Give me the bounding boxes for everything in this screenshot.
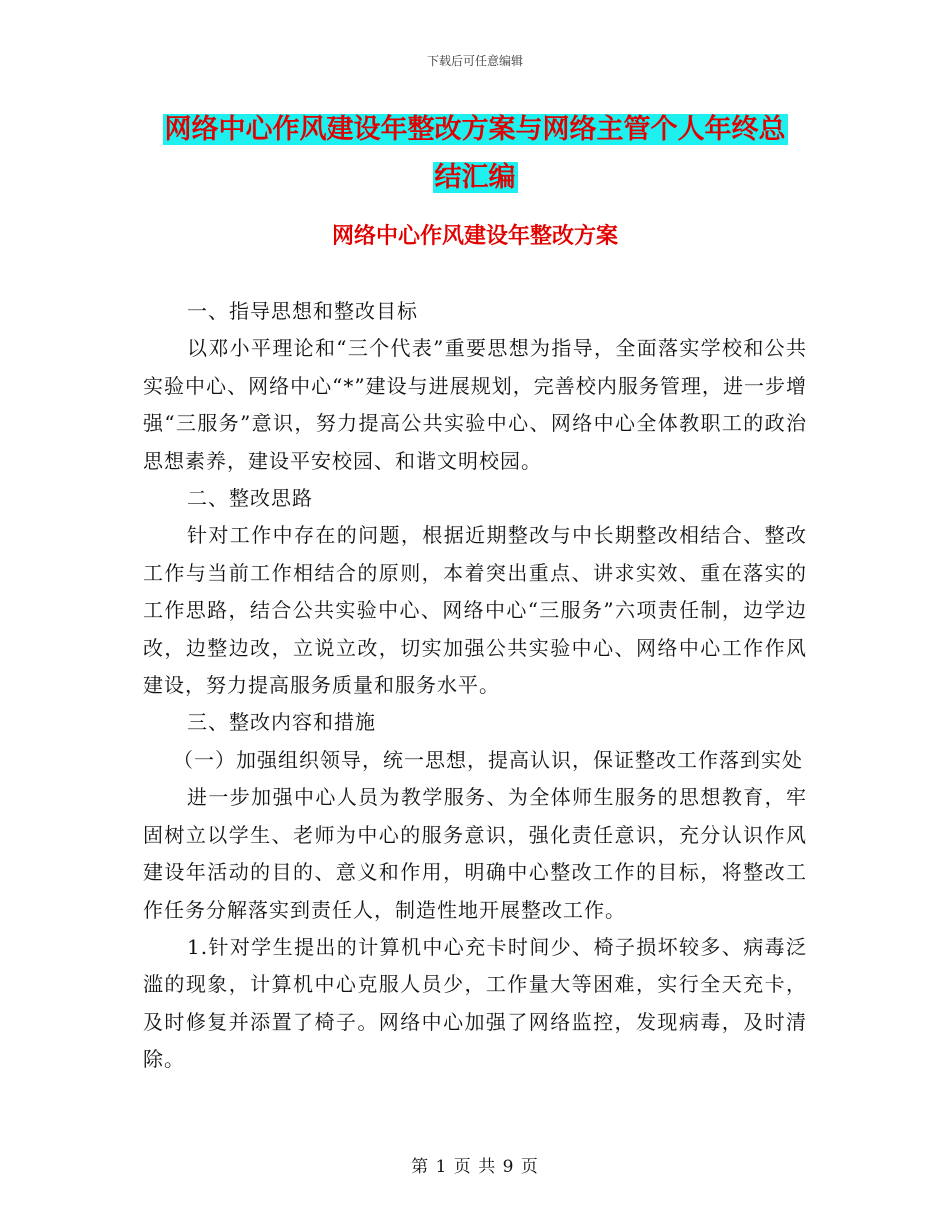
document-body <box>143 293 807 1079</box>
title-line-2: 结汇编 <box>434 162 516 193</box>
heading-content-measures: 三、整改内容和措施 <box>187 710 376 735</box>
document-title <box>0 106 950 202</box>
subheading-organization: （一）加强组织领导，统一思想，提高认识，保证整改工作落到实处 <box>173 747 803 772</box>
section-title: 网络中心作风建设年整改方案 <box>331 223 618 249</box>
paragraph-item-1: 1.针对学生提出的计算机中心充卡时间少、椅子损坏较多、病毒泛滥的现象，计算机中心克服人员少，工作量大等困难，实行全天充卡，及时修复并添置了椅子。网络中心加强了网络监控，发现病毒，及时清除。 <box>143 934 807 1072</box>
heading-rectification-approach: 二、整改思路 <box>187 486 313 511</box>
title-line-1: 网络中心作风建设年整改方案与网络主管个人年终总 <box>164 114 786 145</box>
paragraph-organization: 进一步加强中心人员为教学服务、为全体师生服务的思想教育，牢固树立以学生、老师为中心的服务意识，强化责任意识，充分认识作风建设年活动的目的、意义和作用，明确中心整改工作的目标，将整改工作任务分解落实到责任人，制造性地开展整改工作。 <box>143 785 807 922</box>
header-note: 下载后可任意编辑 <box>426 54 523 68</box>
page-number: 第 1 页 共 9 页 <box>411 1157 539 1177</box>
paragraph-rectification-approach: 针对工作中存在的问题，根据近期整改与中长期整改相结合、整改工作与当前工作相结合的原则，本着突出重点、讲求实效、重在落实的工作思路，结合公共实验中心、网络中心“三服务”六项责任制，边学边改，边整边改，立说立改，切实加强公共实验中心、网络中心工作作风建设，努力提高服务质量和服务水平。 <box>143 523 807 698</box>
heading-guiding-ideology: 一、指导思想和整改目标 <box>187 299 418 323</box>
paragraph-guiding-ideology: 以邓小平理论和“三个代表”重要思想为指导，全面落实学校和公共实验中心、网络中心“*”建设与进展规划，完善校内服务管理，进一步增强“三服务”意识，努力提高公共实验中心、网络中心全体教职工的政治思想素养，建设平安校园、和谐文明校园。 <box>143 336 807 473</box>
